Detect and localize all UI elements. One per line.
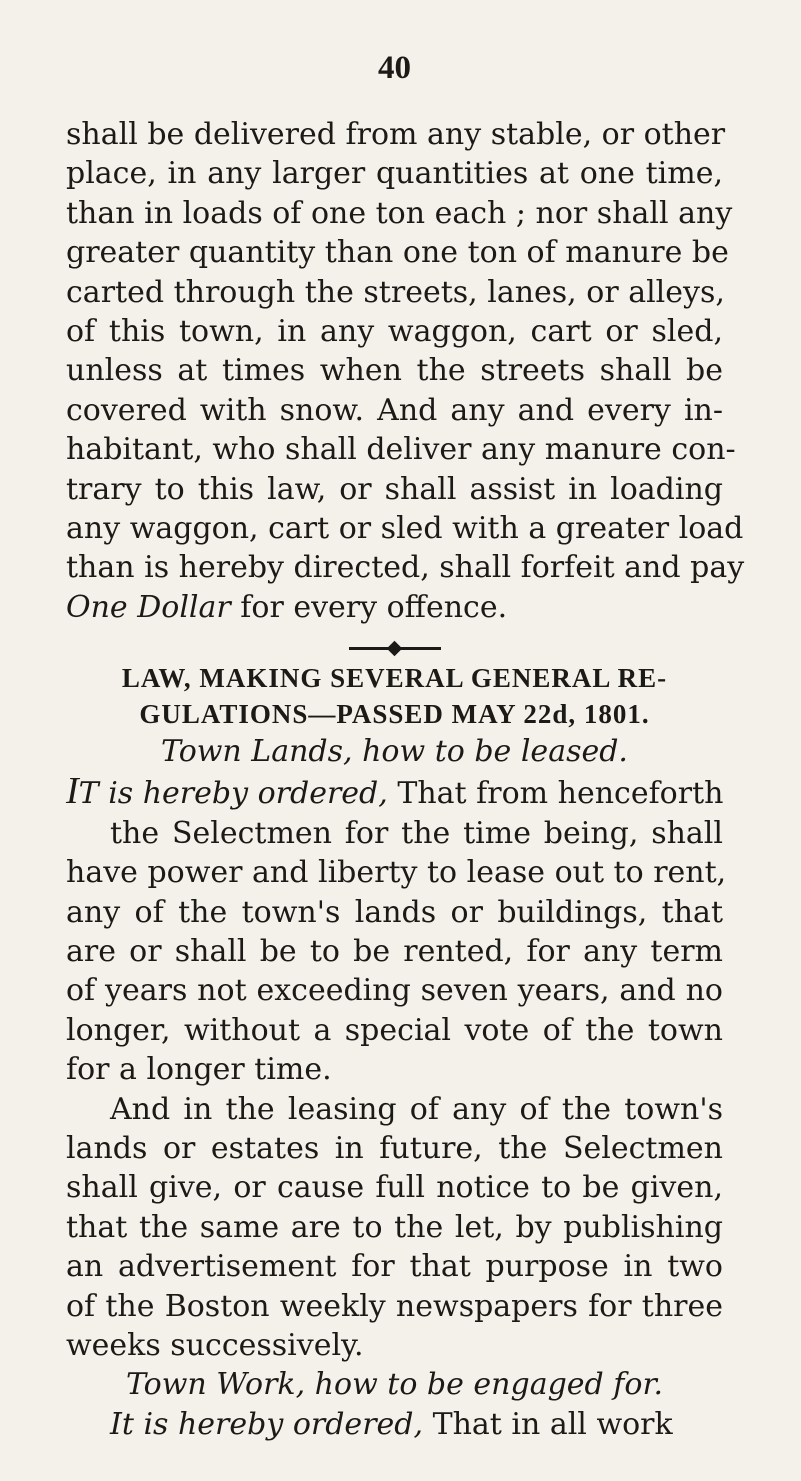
paragraph-town-work — [66, 1405, 723, 1444]
paragraph-town-lands — [66, 770, 727, 1089]
text-line: have power and liberty to lease out to rent, — [66, 855, 727, 891]
text-run: That in all work — [423, 1407, 673, 1443]
page-number: 40 — [378, 50, 411, 86]
text-line: are or shall be to be rented, for any term — [66, 933, 723, 969]
text-line: of years not exceeding seven years, and no — [66, 973, 723, 1009]
text-line: than in loads of one ton each ; nor shall any — [66, 195, 733, 231]
paragraph-manure-law — [66, 115, 745, 627]
text-line: And in the leasing of any of the town's — [110, 1091, 723, 1127]
text-line — [66, 772, 723, 813]
text-line: shall give, or cause full notice to be given, — [66, 1170, 723, 1206]
text-line: that the same are to the let, by publishing — [66, 1209, 723, 1245]
text-line: than is hereby directed, shall forfeit and pay — [66, 550, 745, 586]
italic-text: T is hereby ordered, — [78, 776, 388, 812]
text-line: greater quantity than one ton of manure be — [66, 235, 729, 271]
italic-text: It is hereby ordered, — [110, 1407, 424, 1443]
text-line: carted through the streets, lanes, or alleys, — [66, 274, 725, 310]
text-line — [66, 588, 723, 627]
text-line: longer, without a special vote of the town — [66, 1012, 723, 1048]
text-line: of the Boston weekly newspapers for three — [66, 1288, 723, 1324]
text-line: trary to this law, or shall assist in loading — [66, 471, 723, 507]
text-line: weeks successively. — [66, 1327, 364, 1363]
text-line: for a longer time. — [66, 1052, 332, 1088]
text-line: lands or estates in future, the Selectmen — [66, 1130, 723, 1166]
text-line: habitant, who shall deliver any manure con- — [66, 432, 736, 468]
section-subheading-town-work: Town Work, how to be engaged for. — [125, 1367, 664, 1403]
paragraph-leasing-notice — [66, 1090, 723, 1366]
section-subheading-town-lands: Town Lands, how to be leased. — [161, 734, 628, 770]
text-line: an advertisement for that purpose in two — [66, 1249, 723, 1285]
ornamental-divider — [349, 647, 441, 650]
text-line: covered with snow. And any and every in- — [66, 392, 723, 428]
law-heading-line-1: LAW, MAKING SEVERAL GENERAL RE- — [121, 663, 668, 694]
drop-cap: I — [66, 770, 79, 813]
text-run: for every offence. — [230, 589, 508, 625]
text-line: shall be delivered from any stable, or other — [66, 117, 726, 152]
text-line — [66, 1405, 723, 1444]
text-line: the Selectmen for the time being, shall — [110, 815, 723, 851]
italic-text: One Dollar — [66, 589, 231, 625]
text-line: unless at times when the streets shall be — [66, 353, 723, 389]
law-heading-line-2: GULATIONS—PASSED MAY 22d, 1801. — [139, 699, 650, 730]
text-line: any of the town's lands or buildings, that — [66, 894, 723, 930]
text-line: place, in any larger quantities at one time, — [66, 156, 723, 192]
text-line: any waggon, cart or sled with a greater load — [66, 511, 744, 547]
text-line: of this town, in any waggon, cart or sled, — [66, 314, 723, 350]
text-run: That from henceforth — [387, 776, 724, 812]
